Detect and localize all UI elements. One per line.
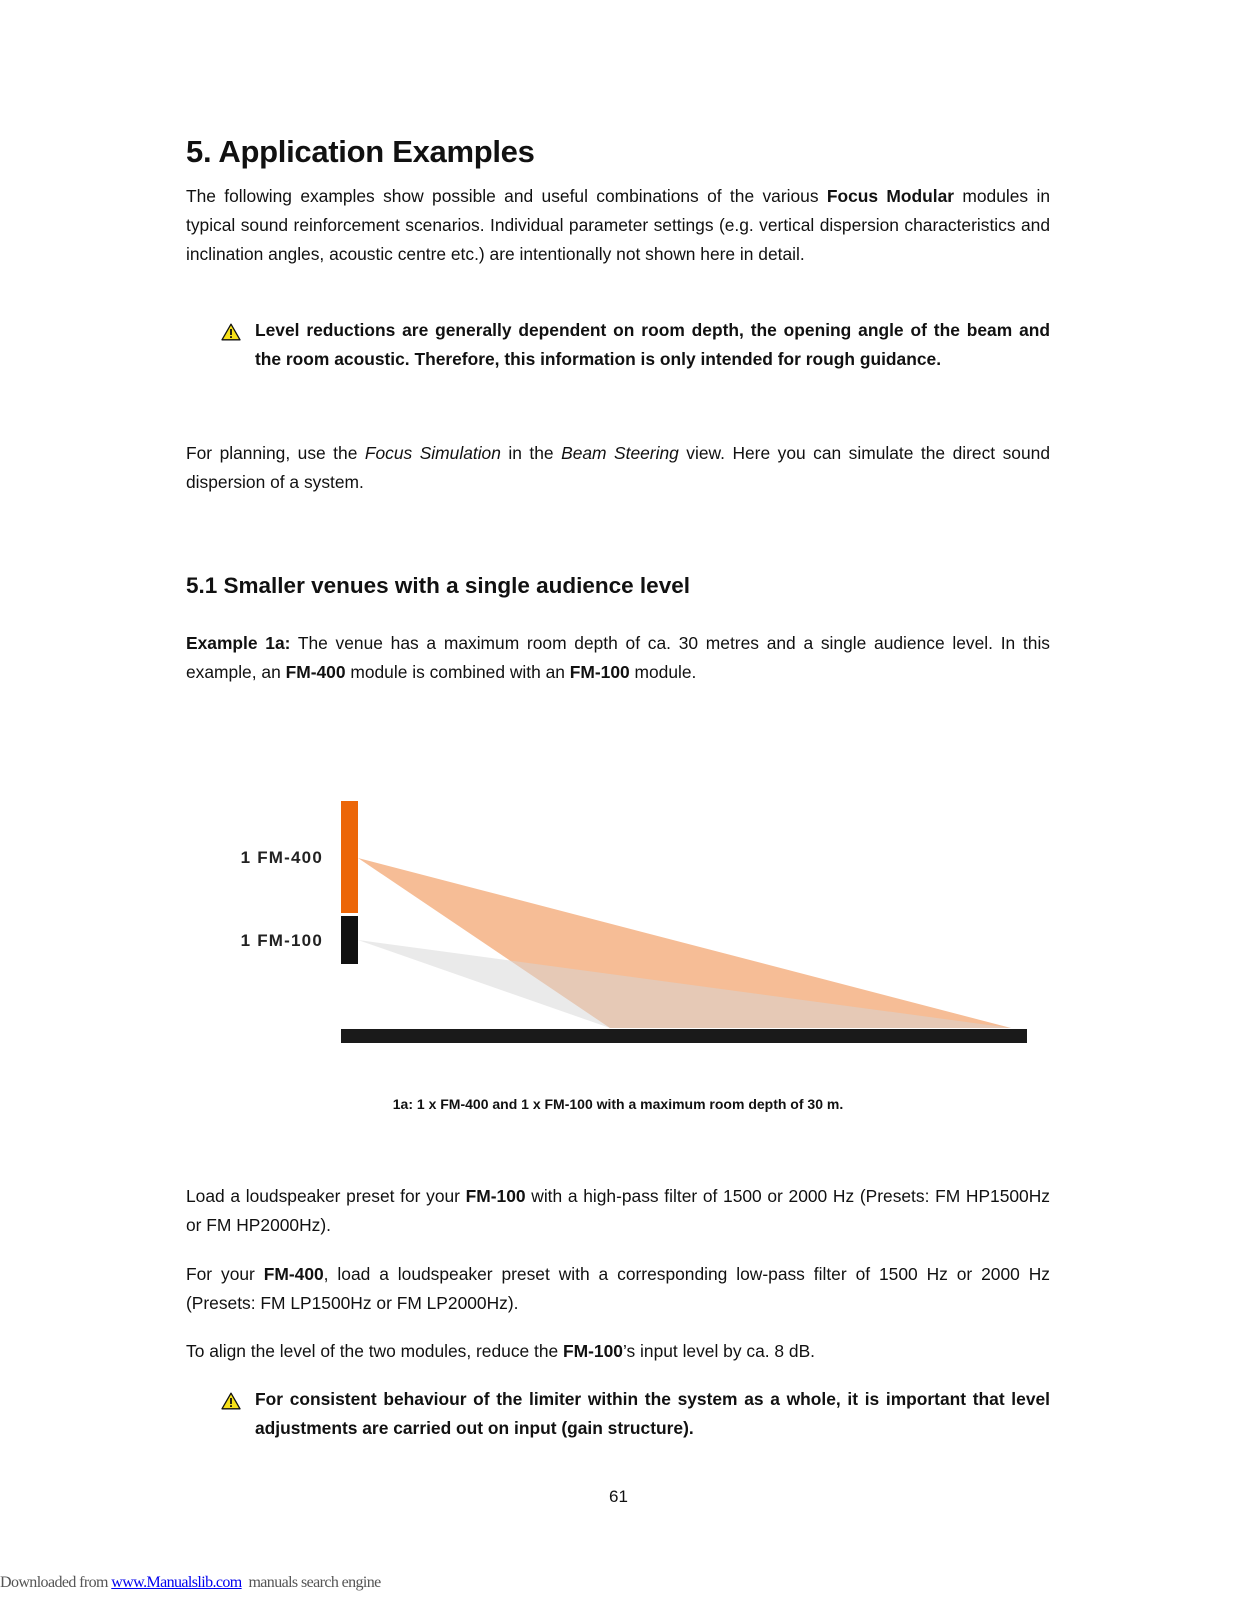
note-limiter: For consistent behaviour of the limiter within the system as a whole, it is important that level adjustments are carried out on input (gain structure). [255, 1389, 1050, 1438]
align-text-2: ’s input level by ca. 8 dB. [622, 1341, 816, 1361]
manualslib-link[interactable]: www.Manualslib.com [111, 1574, 242, 1591]
focus-simulation-term: Focus Simulation [364, 443, 501, 463]
example-text-2: module is combined with an [345, 662, 570, 682]
example-text-1: The venue has a maximum room depth of ca. 30 metres and a single audience level. In this example, an [186, 633, 1050, 682]
footer [0, 1574, 381, 1592]
fm100-module [341, 916, 358, 964]
load400-text-2: , load a loudspeaker preset with a corresponding low-pass filter of 1500 Hz or 2000 Hz (Presets: FM LP1500Hz or FM LP2000Hz). [186, 1264, 1050, 1313]
example-bold-fm400: FM-400 [285, 662, 346, 682]
dispersion-diagram [225, 790, 1035, 1050]
floor-bar [341, 1029, 1027, 1043]
intro-paragraph [186, 182, 1050, 269]
load400-text-1: For your [186, 1264, 264, 1284]
load100-text-2: with a high-pass filter of 1500 or 2000 Hz (Presets: FM HP1500Hz or FM HP2000Hz). [186, 1186, 1050, 1235]
intro-text-1: The following examples show possible and useful combinations of the various [186, 186, 827, 206]
warning-icon [221, 323, 241, 341]
planning-text-1: For planning, use the [186, 443, 365, 463]
warning-icon [221, 1392, 241, 1410]
load-fm400-paragraph [186, 1260, 1050, 1318]
align-text-1: To align the level of the two modules, reduce the [186, 1341, 564, 1361]
page-number: 61 [609, 1487, 628, 1506]
footer-prefix: Downloaded from [0, 1574, 112, 1591]
section-heading: 5.1 Smaller venues with a single audience level [186, 573, 690, 598]
intro-bold-product: Focus Modular [826, 186, 955, 206]
label-fm100: 1 FM-100 [240, 931, 323, 950]
intro-text-2: modules in typical sound reinforcement scenarios. Individual parameter settings (e.g. vertical dispersion characteristics and inclination angles, acoustic centre etc.) are intentionally not shown here in detail. [186, 186, 1050, 264]
load400-bold: FM-400 [263, 1264, 324, 1284]
fm400-module [341, 801, 358, 913]
beam-steering-term: Beam Steering [561, 443, 679, 463]
load-fm100-paragraph [186, 1182, 1050, 1240]
planning-text-2: in the [500, 443, 562, 463]
note-level-reductions: Level reductions are generally dependent on room depth, the opening angle of the beam and the room acoustic. Therefore, this information is only intended for rough guidance. [255, 320, 1050, 369]
planning-text-3: view. Here you can simulate the direct sound dispersion of a system. [186, 443, 1050, 492]
figure-caption: 1a: 1 x FM-400 and 1 x FM-100 with a maximum room depth of 30 m. [392, 1096, 844, 1112]
load100-bold: FM-100 [465, 1186, 526, 1206]
page-heading: 5. Application Examples [186, 134, 535, 169]
align-paragraph [186, 1337, 1050, 1366]
label-fm400: 1 FM-400 [240, 848, 323, 867]
align-bold: FM-100 [563, 1341, 623, 1361]
example-paragraph [186, 629, 1050, 687]
example-label: Example 1a: [186, 633, 291, 653]
planning-paragraph [186, 439, 1050, 497]
example-text-3: module. [629, 662, 697, 682]
load100-text-1: Load a loudspeaker preset for your [186, 1186, 466, 1206]
example-bold-fm100: FM-100 [569, 662, 630, 682]
footer-suffix: manuals search engine [241, 1574, 381, 1591]
